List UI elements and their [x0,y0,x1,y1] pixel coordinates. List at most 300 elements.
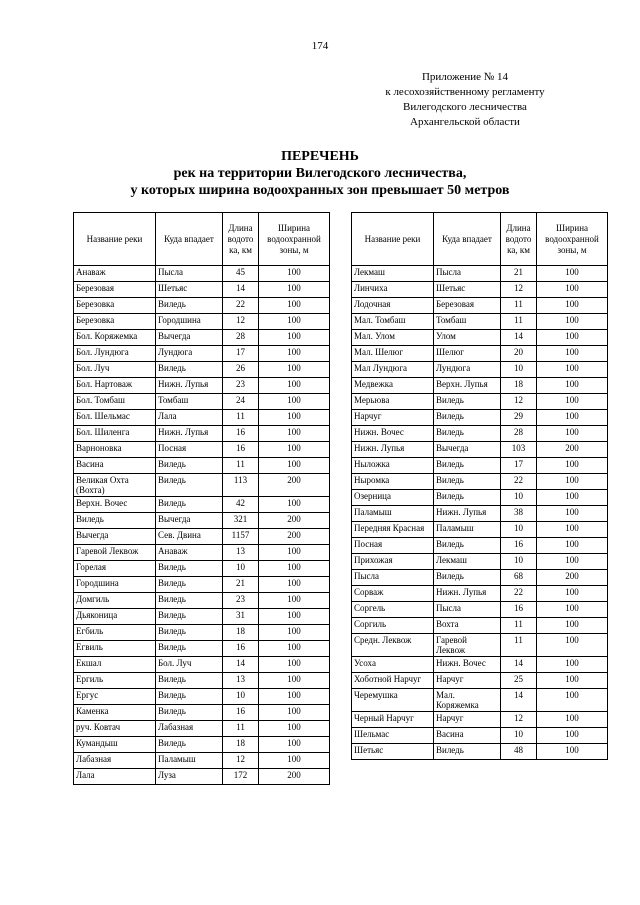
table-row [74,577,330,593]
table-row [74,529,330,545]
table-row [74,266,330,282]
table-row [74,497,330,513]
appendix-line: Архангельской области [410,116,520,128]
zone-width-cell: 100 [537,458,608,474]
mouth-cell: Улом [434,330,501,346]
mouth-cell: Нарчуг [434,673,501,689]
table-row [74,458,330,474]
mouth-cell: Виледь [434,426,501,442]
river-name-cell: Березовка [74,298,156,314]
river-name-cell: Бол. Томбаш [74,394,156,410]
zone-width-cell: 100 [537,298,608,314]
river-name-cell: Нарчуг [352,410,434,426]
table-row [352,298,608,314]
length-cell: 21 [501,266,537,282]
mouth-cell: Виледь [434,744,501,760]
length-cell: 10 [223,689,259,705]
mouth-cell: Шетьяс [156,282,223,298]
length-cell: 16 [223,442,259,458]
river-name-cell: Лекмаш [352,266,434,282]
length-cell: 45 [223,266,259,282]
table-row [74,753,330,769]
length-cell: 68 [501,570,537,586]
zone-width-cell: 100 [259,561,330,577]
river-name-cell: Березовая [74,282,156,298]
zone-width-cell: 200 [259,474,330,497]
table-row [352,673,608,689]
mouth-cell: Виледь [156,609,223,625]
zone-width-cell: 100 [259,705,330,721]
mouth-cell: Виледь [434,410,501,426]
river-name-cell: Егбиль [74,625,156,641]
column-header: Куда впадает [156,213,223,266]
river-name-cell: Бол. Шельмас [74,410,156,426]
river-name-cell: Пысла [352,570,434,586]
length-cell: 14 [501,689,537,712]
zone-width-cell: 100 [259,737,330,753]
length-cell: 10 [501,728,537,744]
mouth-cell: Лундюга [156,346,223,362]
river-name-cell: Бол. Луч [74,362,156,378]
length-cell: 17 [501,458,537,474]
rivers-table-right [351,212,608,760]
mouth-cell: Нижн. Лупья [434,586,501,602]
mouth-cell: Вычегда [156,330,223,346]
zone-width-cell: 100 [537,618,608,634]
column-header: Ширина водоохранной зоны, м [537,213,608,266]
length-cell: 12 [223,314,259,330]
table-row [74,609,330,625]
table-row [352,538,608,554]
table-row [74,641,330,657]
mouth-cell: Нарчуг [434,712,501,728]
zone-width-cell: 100 [259,577,330,593]
table-row [74,625,330,641]
mouth-cell: Лундюга [434,362,501,378]
zone-width-cell: 100 [537,282,608,298]
length-cell: 23 [223,593,259,609]
river-name-cell: Ныромка [352,474,434,490]
table-row [352,426,608,442]
table-row [74,346,330,362]
mouth-cell: Виледь [156,497,223,513]
zone-width-cell: 200 [537,442,608,458]
river-name-cell: Ныложка [352,458,434,474]
table-row [74,362,330,378]
zone-width-cell: 100 [537,634,608,657]
table-row [352,744,608,760]
zone-width-cell: 100 [259,497,330,513]
length-cell: 12 [501,394,537,410]
table-row [74,330,330,346]
mouth-cell: Вычегда [156,513,223,529]
river-name-cell: Соргель [352,602,434,618]
length-cell: 13 [223,673,259,689]
mouth-cell: Виледь [434,490,501,506]
zone-width-cell: 100 [537,394,608,410]
table-row [352,458,608,474]
length-cell: 14 [501,657,537,673]
table-row [352,689,608,712]
mouth-cell: Вычегда [434,442,501,458]
zone-width-cell: 100 [259,641,330,657]
zone-width-cell: 100 [259,673,330,689]
river-name-cell: Соргиль [352,618,434,634]
mouth-cell: Лала [156,410,223,426]
column-header: Длина водото ка, км [223,213,259,266]
mouth-cell: Виледь [156,641,223,657]
table-row [352,586,608,602]
length-cell: 38 [501,506,537,522]
mouth-cell: Нижн. Лупья [156,378,223,394]
table-row [352,728,608,744]
zone-width-cell: 100 [537,728,608,744]
zone-width-cell: 100 [259,609,330,625]
table-row [74,378,330,394]
table-row [74,673,330,689]
mouth-cell: Виледь [434,394,501,410]
river-name-cell: Бол. Коряжемка [74,330,156,346]
length-cell: 22 [223,298,259,314]
zone-width-cell: 100 [537,602,608,618]
mouth-cell: Паламыш [156,753,223,769]
length-cell: 16 [501,602,537,618]
length-cell: 113 [223,474,259,497]
length-cell: 11 [501,314,537,330]
mouth-cell: Виледь [156,298,223,314]
length-cell: 23 [223,378,259,394]
length-cell: 10 [501,362,537,378]
river-name-cell: Лабазная [74,753,156,769]
length-cell: 22 [501,474,537,490]
length-cell: 103 [501,442,537,458]
river-name-cell: Шельмас [352,728,434,744]
river-name-cell: Нижн. Лупья [352,442,434,458]
mouth-cell: Нижн. Лупья [434,506,501,522]
mouth-cell: Паламыш [434,522,501,538]
river-name-cell: Домгиль [74,593,156,609]
zone-width-cell: 200 [259,529,330,545]
zone-width-cell: 100 [537,657,608,673]
table-row [74,394,330,410]
zone-width-cell: 100 [537,712,608,728]
river-name-cell: Екшал [74,657,156,673]
mouth-cell: Виледь [156,737,223,753]
zone-width-cell: 100 [259,330,330,346]
river-name-cell: Ергус [74,689,156,705]
column-header: Название реки [74,213,156,266]
mouth-cell: Пысла [434,602,501,618]
mouth-cell: Шелюг [434,346,501,362]
zone-width-cell: 100 [537,474,608,490]
table-row [352,474,608,490]
zone-width-cell: 100 [259,314,330,330]
mouth-cell: Виледь [434,474,501,490]
zone-width-cell: 100 [537,490,608,506]
length-cell: 11 [501,634,537,657]
river-name-cell: Дьяконица [74,609,156,625]
zone-width-cell: 200 [259,769,330,785]
river-name-cell: Шетьяс [352,744,434,760]
river-name-cell: Линчиха [352,282,434,298]
river-name-cell: Нижн. Вочес [352,426,434,442]
length-cell: 10 [501,554,537,570]
table-row [74,314,330,330]
zone-width-cell: 100 [537,554,608,570]
river-name-cell: Озерница [352,490,434,506]
table-body [74,266,330,785]
river-name-cell: Мал. Томбаш [352,314,434,330]
length-cell: 31 [223,609,259,625]
zone-width-cell: 100 [537,346,608,362]
table-row [352,314,608,330]
river-name-cell: Бол. Нартоваж [74,378,156,394]
table-row [74,442,330,458]
river-name-cell: Мал Лундюга [352,362,434,378]
river-name-cell: Прихожая [352,554,434,570]
table-row [352,618,608,634]
table-row [352,602,608,618]
table-row [74,282,330,298]
zone-width-cell: 100 [259,266,330,282]
length-cell: 11 [501,298,537,314]
mouth-cell: Луза [156,769,223,785]
column-header: Ширина водоохранной зоны, м [259,213,330,266]
length-cell: 14 [223,657,259,673]
table-row [74,705,330,721]
document-title [80,148,560,199]
table-row [352,378,608,394]
table-row [74,298,330,314]
length-cell: 11 [501,618,537,634]
title-line: ПЕРЕЧЕНЬ [281,149,359,164]
river-name-cell: Медвежка [352,378,434,394]
mouth-cell: Виледь [434,570,501,586]
river-name-cell: Черный Нарчуг [352,712,434,728]
length-cell: 12 [501,282,537,298]
length-cell: 18 [223,625,259,641]
mouth-cell: Виледь [156,458,223,474]
mouth-cell: Васина [434,728,501,744]
appendix-line: Вилегодского лесничества [403,101,527,113]
zone-width-cell: 100 [537,673,608,689]
river-name-cell: Лодочная [352,298,434,314]
column-header: Название реки [352,213,434,266]
river-name-cell: Средн. Леквож [352,634,434,657]
zone-width-cell: 100 [537,506,608,522]
river-name-cell: Анаваж [74,266,156,282]
table-body [352,266,608,760]
column-header: Куда впадает [434,213,501,266]
mouth-cell: Виледь [156,625,223,641]
mouth-cell: Сев. Двина [156,529,223,545]
table-row [352,570,608,586]
mouth-cell: Виледь [434,538,501,554]
mouth-cell: Лабазная [156,721,223,737]
table-row [352,490,608,506]
mouth-cell: Гаревой Леквож [434,634,501,657]
length-cell: 16 [501,538,537,554]
zone-width-cell: 100 [537,586,608,602]
zone-width-cell: 100 [537,362,608,378]
mouth-cell: Посная [156,442,223,458]
page-number: 174 [311,40,329,52]
length-cell: 18 [501,378,537,394]
zone-width-cell: 100 [259,298,330,314]
length-cell: 321 [223,513,259,529]
zone-width-cell: 100 [259,657,330,673]
length-cell: 28 [223,330,259,346]
river-name-cell: руч. Ковтач [74,721,156,737]
rivers-table-left [73,212,330,785]
river-name-cell: Великая Охта (Вохта) [74,474,156,497]
zone-width-cell: 100 [259,362,330,378]
river-name-cell: Каменка [74,705,156,721]
mouth-cell: Нижн. Вочес [434,657,501,673]
mouth-cell: Виледь [156,577,223,593]
zone-width-cell: 100 [259,689,330,705]
zone-width-cell: 100 [259,442,330,458]
length-cell: 11 [223,458,259,474]
length-cell: 17 [223,346,259,362]
mouth-cell: Виледь [156,474,223,497]
length-cell: 14 [501,330,537,346]
table-row [352,712,608,728]
table-row [74,657,330,673]
zone-width-cell: 100 [537,410,608,426]
river-name-cell: Сорваж [352,586,434,602]
length-cell: 1157 [223,529,259,545]
zone-width-cell: 100 [537,522,608,538]
mouth-cell: Виледь [156,362,223,378]
zone-width-cell: 100 [259,545,330,561]
table-row [352,410,608,426]
river-name-cell: Паламыш [352,506,434,522]
mouth-cell: Березовая [434,298,501,314]
river-name-cell: Черемушка [352,689,434,712]
river-name-cell: Лала [74,769,156,785]
mouth-cell: Нижн. Лупья [156,426,223,442]
zone-width-cell: 200 [259,513,330,529]
table-row [74,769,330,785]
table-header-row [74,213,330,266]
zone-width-cell: 100 [537,538,608,554]
table-row [352,442,608,458]
length-cell: 11 [223,721,259,737]
mouth-cell: Виледь [156,593,223,609]
river-name-cell: Варноновка [74,442,156,458]
table-header-row [352,213,608,266]
mouth-cell: Виледь [156,705,223,721]
title-line: рек на территории Вилегодского лесничества, [173,166,467,181]
zone-width-cell: 100 [259,346,330,362]
length-cell: 48 [501,744,537,760]
zone-width-cell: 100 [259,458,330,474]
table-row [352,554,608,570]
table-row [352,266,608,282]
mouth-cell: Томбаш [434,314,501,330]
mouth-cell: Пысла [156,266,223,282]
mouth-cell: Пысла [434,266,501,282]
table-row [352,282,608,298]
mouth-cell: Виледь [156,561,223,577]
table-row [352,657,608,673]
length-cell: 20 [501,346,537,362]
zone-width-cell: 100 [259,753,330,769]
length-cell: 24 [223,394,259,410]
length-cell: 22 [501,586,537,602]
river-name-cell: Мерьюва [352,394,434,410]
zone-width-cell: 100 [537,426,608,442]
length-cell: 18 [223,737,259,753]
table-row [74,689,330,705]
river-name-cell: Березовка [74,314,156,330]
river-name-cell: Посная [352,538,434,554]
table-row [74,561,330,577]
length-cell: 10 [501,522,537,538]
river-name-cell: Вычегда [74,529,156,545]
zone-width-cell: 100 [259,625,330,641]
mouth-cell: Городшина [156,314,223,330]
length-cell: 14 [223,282,259,298]
table-row [352,362,608,378]
table-row [352,394,608,410]
length-cell: 16 [223,705,259,721]
length-cell: 25 [501,673,537,689]
column-header: Длина водото ка, км [501,213,537,266]
length-cell: 16 [223,426,259,442]
river-name-cell: Мал. Улом [352,330,434,346]
river-name-cell: Виледь [74,513,156,529]
table-row [74,721,330,737]
river-name-cell: Егвиль [74,641,156,657]
mouth-cell: Томбаш [156,394,223,410]
length-cell: 12 [501,712,537,728]
zone-width-cell: 100 [259,282,330,298]
mouth-cell: Шетьяс [434,282,501,298]
table-row [352,634,608,657]
mouth-cell: Бол. Луч [156,657,223,673]
length-cell: 13 [223,545,259,561]
zone-width-cell: 200 [537,570,608,586]
zone-width-cell: 100 [537,266,608,282]
length-cell: 12 [223,753,259,769]
zone-width-cell: 100 [537,689,608,712]
mouth-cell: Виледь [156,673,223,689]
appendix-line: Приложение № 14 [421,71,509,83]
length-cell: 10 [223,561,259,577]
length-cell: 172 [223,769,259,785]
length-cell: 11 [223,410,259,426]
river-name-cell: Бол. Шиленга [74,426,156,442]
river-name-cell: Усоха [352,657,434,673]
river-name-cell: Городшина [74,577,156,593]
river-name-cell: Хоботной Нарчуг [352,673,434,689]
zone-width-cell: 100 [537,378,608,394]
zone-width-cell: 100 [259,378,330,394]
length-cell: 10 [501,490,537,506]
length-cell: 26 [223,362,259,378]
river-name-cell: Васина [74,458,156,474]
appendix-line: к лесохозяйственному регламенту [385,86,545,98]
table-row [74,545,330,561]
length-cell: 28 [501,426,537,442]
river-name-cell: Гаревой Леквож [74,545,156,561]
mouth-cell: Вохта [434,618,501,634]
length-cell: 21 [223,577,259,593]
length-cell: 16 [223,641,259,657]
table-row [74,426,330,442]
